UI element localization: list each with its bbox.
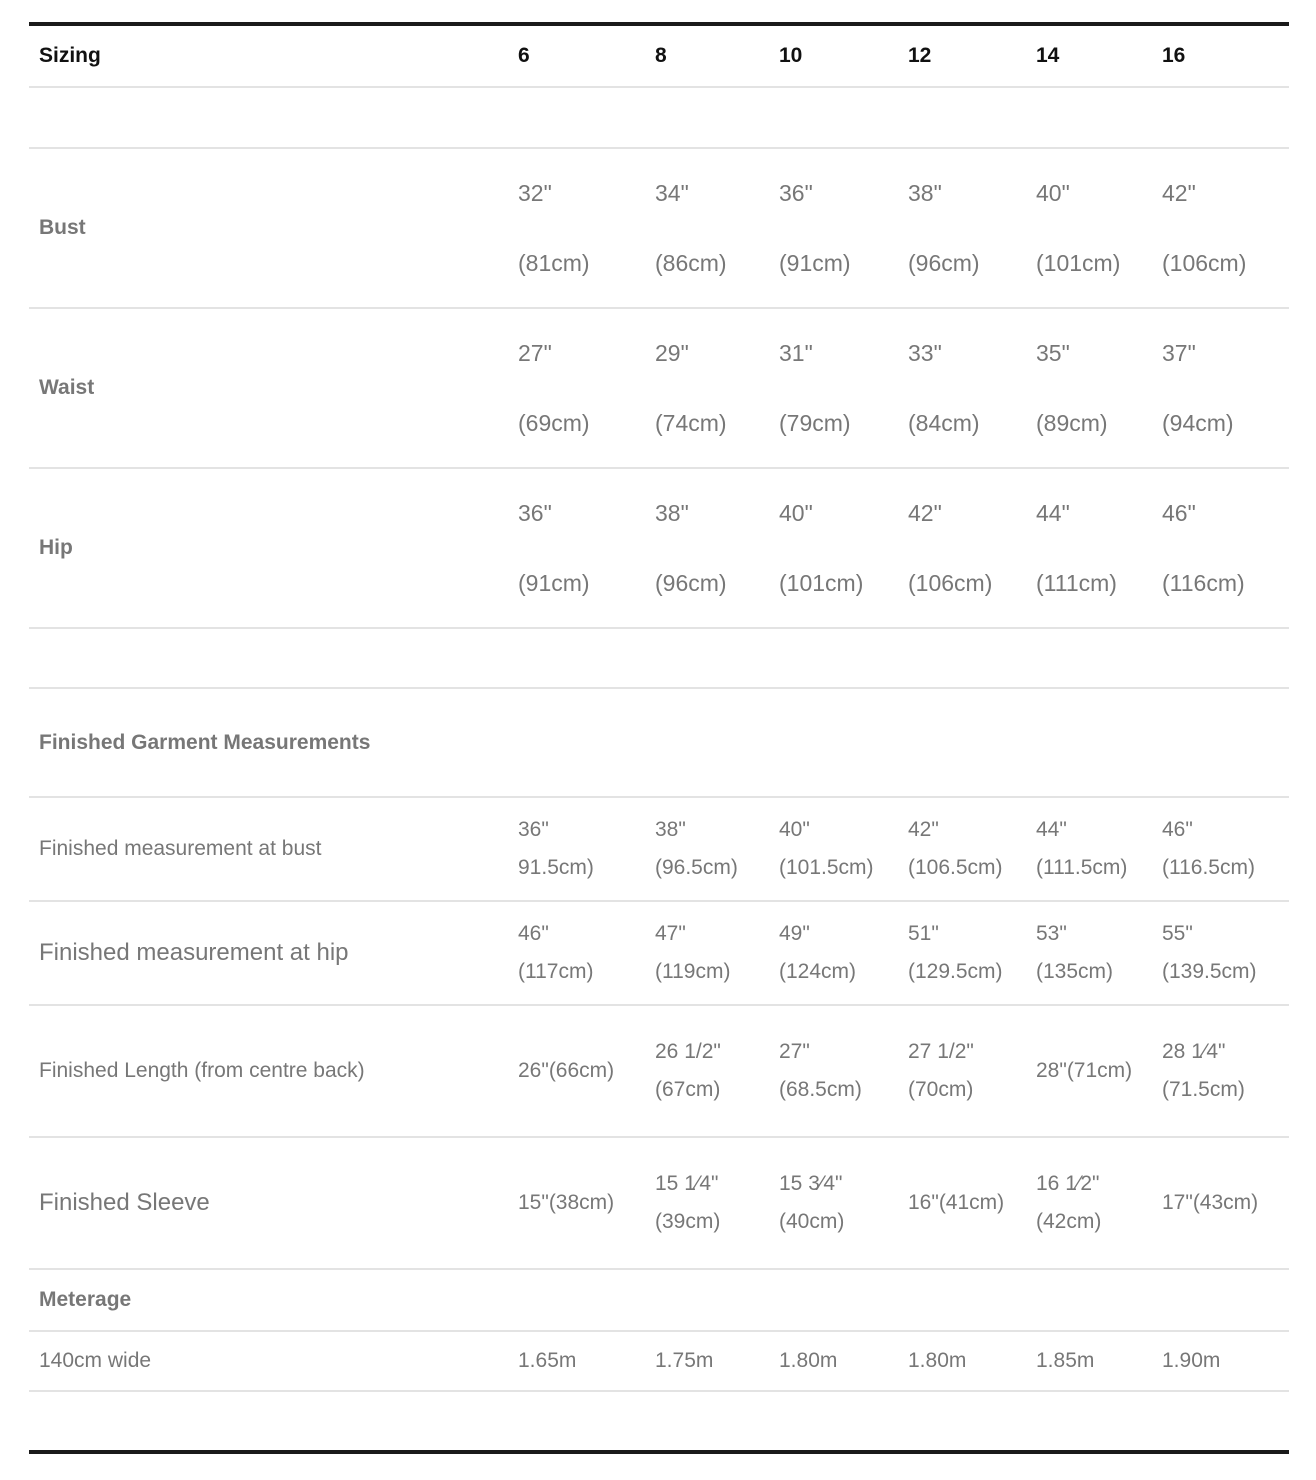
cm-value: (116.5cm) <box>1162 856 1255 879</box>
inch-value: 15 3⁄4" <box>779 1172 843 1195</box>
table-row-meterage <box>29 1332 1289 1392</box>
cm-value: 91.5cm) <box>518 856 594 879</box>
size-header: 16 <box>1162 44 1186 67</box>
cm-value: (139.5cm) <box>1162 960 1257 983</box>
inch-value: 33" <box>908 340 942 366</box>
measurement-cell <box>518 469 590 627</box>
cm-value: (129.5cm) <box>908 960 1003 983</box>
meterage-value: 1.80m <box>779 1349 838 1372</box>
cm-value: (84cm) <box>908 410 980 436</box>
measurement-cell <box>779 1006 862 1136</box>
section-header-row <box>29 1270 1289 1332</box>
measurement-cell <box>655 798 738 900</box>
cm-value: (70cm) <box>908 1078 974 1101</box>
table-row-bust <box>29 149 1289 309</box>
meterage-value: 1.65m <box>518 1349 577 1372</box>
size-header: 14 <box>1036 44 1060 67</box>
measurement-cell <box>1162 798 1255 900</box>
cm-value: (89cm) <box>1036 410 1108 436</box>
cm-value: (40cm) <box>779 1210 845 1233</box>
size-header: 12 <box>908 44 932 67</box>
measurement-cell <box>655 149 727 307</box>
size-header: 10 <box>779 44 803 67</box>
measurement-cell <box>779 149 851 307</box>
row-label: Finished measurement at hip <box>39 939 349 966</box>
measurement-cell <box>655 902 730 1004</box>
measurement-cell <box>1036 798 1127 900</box>
meterage-value: 1.75m <box>655 1349 714 1372</box>
measurement-cell <box>655 309 727 467</box>
inch-value: 40" <box>1036 180 1070 206</box>
cm-value: (91cm) <box>779 250 851 276</box>
row-label: Bust <box>39 216 86 239</box>
cm-value: (71.5cm) <box>1162 1078 1245 1101</box>
measurement-cell <box>1036 309 1108 467</box>
cm-value: (42cm) <box>1036 1210 1102 1233</box>
header-label: Sizing <box>39 44 101 67</box>
measurement-cell <box>908 798 1003 900</box>
cm-value: (124cm) <box>779 960 857 983</box>
row-label: 140cm wide <box>39 1349 152 1372</box>
inch-value: 38" <box>908 180 942 206</box>
cm-value: (96cm) <box>908 250 980 276</box>
measurement-cell <box>518 902 593 1004</box>
measurement-cell <box>779 1138 844 1268</box>
inch-value: 16"(41cm) <box>908 1191 1005 1214</box>
measurement-cell <box>1036 1138 1101 1268</box>
cm-value: (74cm) <box>655 410 727 436</box>
measurement-cell <box>1162 469 1245 627</box>
meterage-value: 1.90m <box>1162 1349 1221 1372</box>
size-header: 6 <box>518 44 530 67</box>
spacer-row <box>29 629 1289 689</box>
inch-value: 42" <box>1162 180 1196 206</box>
measurement-cell <box>1036 1006 1132 1136</box>
row-label: Finished Sleeve <box>39 1189 210 1216</box>
inch-value: 40" <box>779 818 810 841</box>
table-header-row <box>29 26 1289 88</box>
cm-value: (116cm) <box>1162 570 1245 596</box>
measurement-cell <box>518 798 594 900</box>
inch-value: 46" <box>1162 818 1193 841</box>
measurement-cell <box>1162 1006 1245 1136</box>
cm-value: (67cm) <box>655 1078 721 1101</box>
inch-value: 32" <box>518 180 552 206</box>
table-row-finished-length <box>29 1006 1289 1138</box>
measurement-cell <box>518 1006 614 1136</box>
measurement-cell <box>1162 902 1257 1004</box>
inch-value: 28 1⁄4" <box>1162 1040 1226 1063</box>
inch-value: 49" <box>779 922 810 945</box>
cm-value: (101cm) <box>1036 250 1121 276</box>
table-row-finished-hip <box>29 902 1289 1006</box>
cm-value: (119cm) <box>655 960 731 983</box>
spacer-row <box>29 88 1289 149</box>
section-title: Meterage <box>39 1288 132 1311</box>
measurement-cell <box>908 902 1003 1004</box>
inch-value: 35" <box>1036 340 1070 366</box>
cm-value: (135cm) <box>1036 960 1114 983</box>
inch-value: 16 1⁄2" <box>1036 1172 1100 1195</box>
inch-value: 38" <box>655 818 686 841</box>
measurement-cell <box>779 798 874 900</box>
cm-value: (101.5cm) <box>779 856 874 879</box>
inch-value: 42" <box>908 500 942 526</box>
measurement-cell <box>518 149 590 307</box>
cm-value: (106cm) <box>908 570 993 596</box>
cm-value: (86cm) <box>655 250 727 276</box>
cm-value: (96.5cm) <box>655 856 738 879</box>
cm-value: (106cm) <box>1162 250 1247 276</box>
measurement-cell <box>655 1006 721 1136</box>
measurement-cell <box>779 902 856 1004</box>
meterage-value: 1.85m <box>1036 1349 1095 1372</box>
measurement-cell <box>655 469 727 627</box>
cm-value: (79cm) <box>779 410 851 436</box>
row-label: Finished Length (from centre back) <box>39 1059 365 1082</box>
inch-value: 28"(71cm) <box>1036 1059 1133 1082</box>
measurement-cell <box>1036 902 1113 1004</box>
inch-value: 27 1/2" <box>908 1040 974 1063</box>
inch-value: 31" <box>779 340 813 366</box>
measurement-cell <box>779 469 863 627</box>
cm-value: (81cm) <box>518 250 590 276</box>
inch-value: 46" <box>518 922 549 945</box>
inch-value: 38" <box>655 500 689 526</box>
inch-value: 36" <box>518 818 549 841</box>
inch-value: 44" <box>1036 818 1067 841</box>
table-row-finished-bust <box>29 798 1289 902</box>
size-header: 8 <box>655 44 667 67</box>
inch-value: 15"(38cm) <box>518 1191 615 1214</box>
measurement-cell <box>518 309 590 467</box>
inch-value: 53" <box>1036 922 1067 945</box>
inch-value: 55" <box>1162 922 1193 945</box>
cm-value: (96cm) <box>655 570 727 596</box>
inch-value: 15 1⁄4" <box>655 1172 719 1195</box>
measurement-cell <box>908 469 992 627</box>
inch-value: 26"(66cm) <box>518 1059 615 1082</box>
cm-value: (101cm) <box>779 570 864 596</box>
row-label: Waist <box>39 376 95 399</box>
inch-value: 47" <box>655 922 686 945</box>
cm-value: (91cm) <box>518 570 590 596</box>
cm-value: (111.5cm) <box>1036 856 1128 879</box>
measurement-cell <box>655 1138 720 1268</box>
measurement-cell <box>1162 309 1234 467</box>
table-row-hip <box>29 469 1289 629</box>
measurement-cell <box>908 149 980 307</box>
table-row-waist <box>29 309 1289 469</box>
measurement-cell <box>518 1138 614 1268</box>
inch-value: 40" <box>779 500 813 526</box>
inch-value: 37" <box>1162 340 1196 366</box>
inch-value: 42" <box>908 818 939 841</box>
inch-value: 26 1/2" <box>655 1040 721 1063</box>
table-row-finished-sleeve <box>29 1138 1289 1270</box>
measurement-cell <box>1162 149 1246 307</box>
measurement-cell <box>908 309 980 467</box>
inch-value: 17"(43cm) <box>1162 1191 1259 1214</box>
measurement-cell <box>908 1006 974 1136</box>
row-label: Finished measurement at bust <box>39 837 322 860</box>
section-title: Finished Garment Measurements <box>39 730 371 754</box>
size-chart-table <box>29 22 1289 1456</box>
inch-value: 44" <box>1036 500 1070 526</box>
measurement-cell <box>908 1138 1004 1268</box>
measurement-cell <box>1036 149 1120 307</box>
measurement-cell <box>779 309 851 467</box>
cm-value: (39cm) <box>655 1210 721 1233</box>
inch-value: 46" <box>1162 500 1196 526</box>
table-bottom-border <box>29 1450 1289 1454</box>
inch-value: 36" <box>779 180 813 206</box>
inch-value: 27" <box>779 1040 810 1063</box>
measurement-cell <box>1036 469 1117 627</box>
cm-value: (111cm) <box>1036 570 1117 596</box>
inch-value: 29" <box>655 340 689 366</box>
inch-value: 27" <box>518 340 552 366</box>
cm-value: (117cm) <box>518 960 594 983</box>
inch-value: 51" <box>908 922 939 945</box>
row-label: Hip <box>39 536 73 559</box>
cm-value: (94cm) <box>1162 410 1234 436</box>
cm-value: (68.5cm) <box>779 1078 862 1101</box>
measurement-cell <box>1162 1138 1258 1268</box>
meterage-value: 1.80m <box>908 1349 967 1372</box>
section-header-row <box>29 689 1289 798</box>
cm-value: (69cm) <box>518 410 590 436</box>
inch-value: 34" <box>655 180 689 206</box>
inch-value: 36" <box>518 500 552 526</box>
cm-value: (106.5cm) <box>908 856 1003 879</box>
